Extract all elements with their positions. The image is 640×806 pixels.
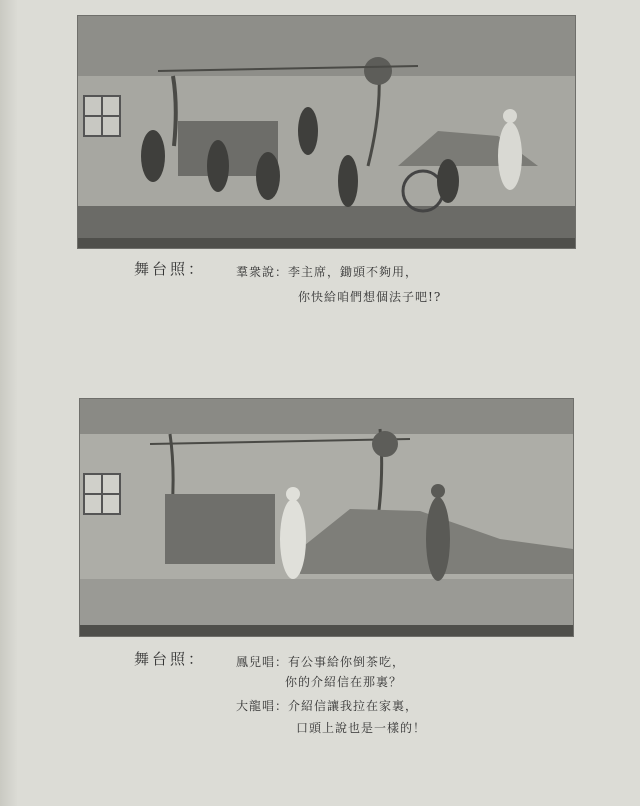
photo-1-caption-line-2: 你快給咱們想個法子吧!?	[298, 290, 442, 304]
photo-2-caption-line-3: 大龍唱：介紹信讓我拉在家裏，	[236, 699, 419, 713]
photo-2-caption-line-1: 鳳兒唱：有公事給你倒茶吃，	[236, 655, 406, 669]
stage-photo-2	[79, 398, 574, 637]
page-binding-edge	[0, 0, 18, 806]
photo-1-caption-label: 舞台照：	[134, 260, 207, 278]
stage-photo-1	[77, 15, 576, 249]
photo-2-caption-label: 舞台照：	[134, 650, 207, 668]
photo-2-caption-line-4: 口頭上說也是一樣的！	[296, 721, 427, 735]
photo-2-caption-line-2: 你的介紹信在那裏？	[285, 675, 403, 689]
photo-1-caption-line-1: 羣衆說：李主席，鋤頭不夠用，	[236, 265, 419, 279]
